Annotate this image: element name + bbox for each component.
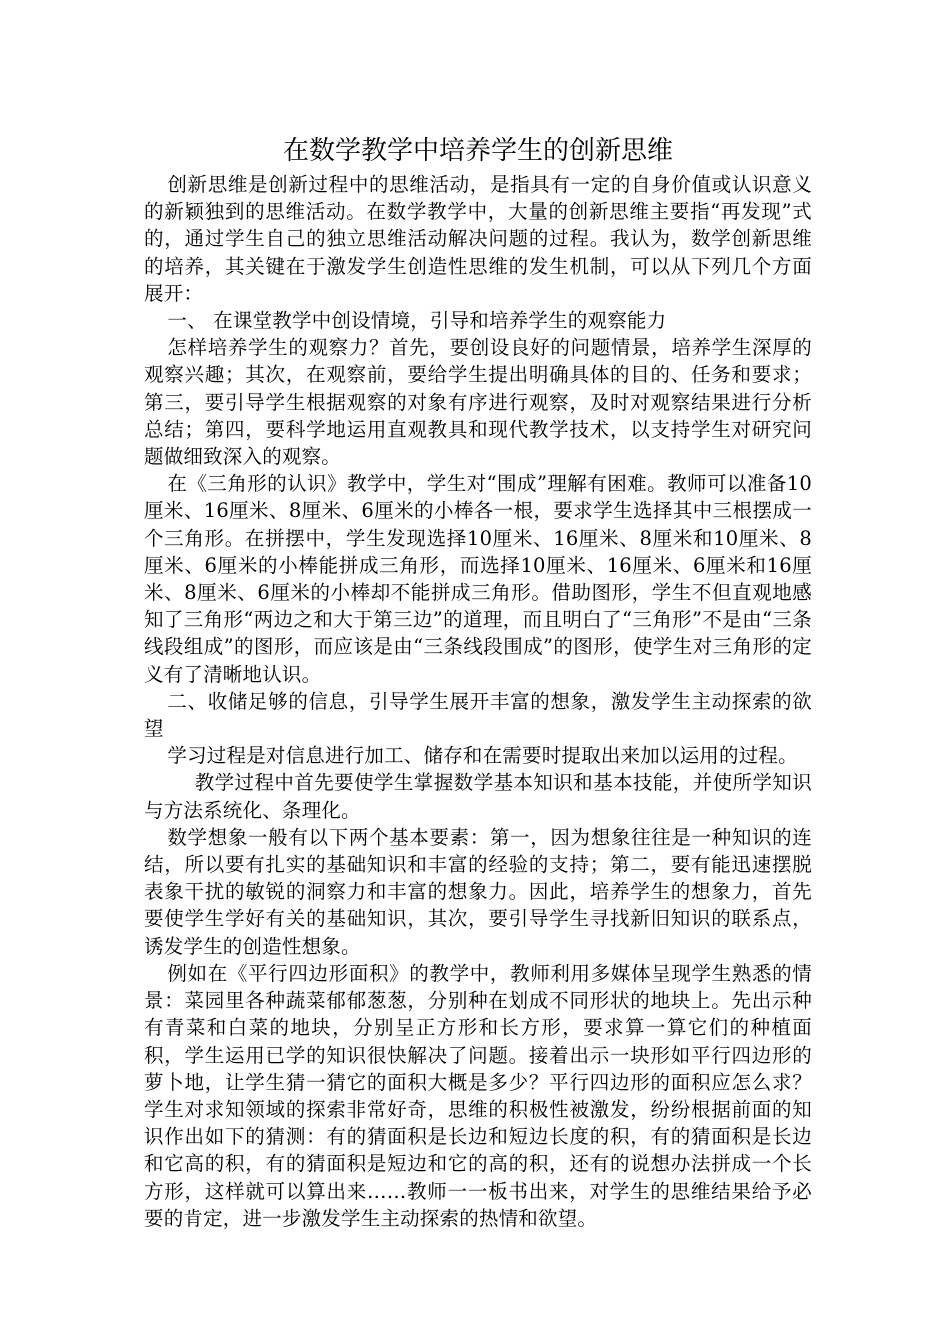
document-page	[144, 133, 812, 1232]
paragraph-observation-methods: 怎样培养学生的观察力？首先，要创设良好的问题情景，培养学生深厚的观察兴趣；其次，在观察前，要给学生提出明确具体的目的、任务和要求；第三，要引导学生根据观察的对象有序进行观察，及时对观察结果进行分析总结；第四，要科学地运用直观教具和现代教学技术，以支持学生对研究问题做细致深入的观察。	[144, 336, 812, 469]
paragraph-learning-process: 学习过程是对信息进行加工、储存和在需要时提取出来加以运用的过程。	[167, 744, 798, 768]
paragraph-imagination-elements: 数学想象一般有以下两个基本要素：第一，因为想象往往是一种知识的连结，所以要有扎实的基础知识和丰富的经验的支持；第二，要有能迅速摆脱表象干扰的敏锐的洞察力和丰富的想象力。因此，培养学生的想象力，首先要使学生学好有关的基础知识，其次，要引导学生寻找新旧知识的联系点，诱发学生的创造性想象。	[144, 825, 812, 958]
section-heading-1: 一、 在课堂教学中创设情境，引导和培养学生的观察能力	[167, 309, 667, 333]
document-title: 在数学教学中培养学生的创新思维	[282, 136, 673, 166]
section-heading-2: 二、收储足够的信息，引导学生展开丰富的想象，激发学生主动探索的欲望	[144, 689, 812, 741]
intro-paragraph: 创新思维是创新过程中的思维活动，是指具有一定的自身价值或认识意义的新颖独到的思维活动。在数学教学中，大量的创新思维主要指“再发现”式的，通过学生自己的独立思维活动解决问题的过程。我认为，数学创新思维的培养，其关键在于激发学生创造性思维的发生机制，可以从下列几个方面展开：	[144, 173, 812, 305]
paragraph-basic-knowledge: 教学过程中首先要使学生掌握数学基本知识和基本技能，并使所学知识与方法系统化、条理化。	[144, 771, 812, 822]
paragraph-parallelogram-example: 例如在《平行四边形面积》的教学中，教师利用多媒体呈现学生熟悉的情景：菜园里各种蔬菜郁郁葱葱，分别种在划成不同形状的地块上。先出示种有青菜和白菜的地块，分别呈正方形和长方形，要求算一算它们的种植面积，学生运用已学的知识很快解决了问题。接着出示一块形如平行四边形的萝卜地，让学生猜一猜它的面积大概是多少？平行四边形的面积应怎么求？学生对求知领域的探索非常好奇，思维的积极性被激发，纷纷根据前面的知识作出如下的猜测：有的猜面积是长边和短边长度的积，有的猜面积是长边和它高的积，有的猜面积是短边和它的高的积，还有的说想办法拼成一个长方形，这样就可以算出来……教师一一板书出来，对学生的思维结果给予必要的肯定，进一步激发学生主动探索的热情和欲望。	[144, 961, 812, 1230]
paragraph-triangle-example: 在《三角形的认识》教学中，学生对“围成”理解有困难。教师可以准备10厘米、16厘米、8厘米、6厘米的小棒各一根，要求学生选择其中三根摆成一个三角形。在拼摆中，学生发现选择10厘米、16厘米、8厘米和10厘米、8厘米、6厘米的小棒能拼成三角形，而选择10厘米、16厘米、6厘米和16厘米、8厘米、6厘米的小棒却不能拼成三角形。借助图形，学生不但直观地感知了三角形“两边之和大于第三边”的道理，而且明白了“三角形”不是由“三条线段组成”的图形，而应该是由“三条线段围成”的图形，使学生对三角形的定义有了清晰地认识。	[144, 472, 812, 686]
